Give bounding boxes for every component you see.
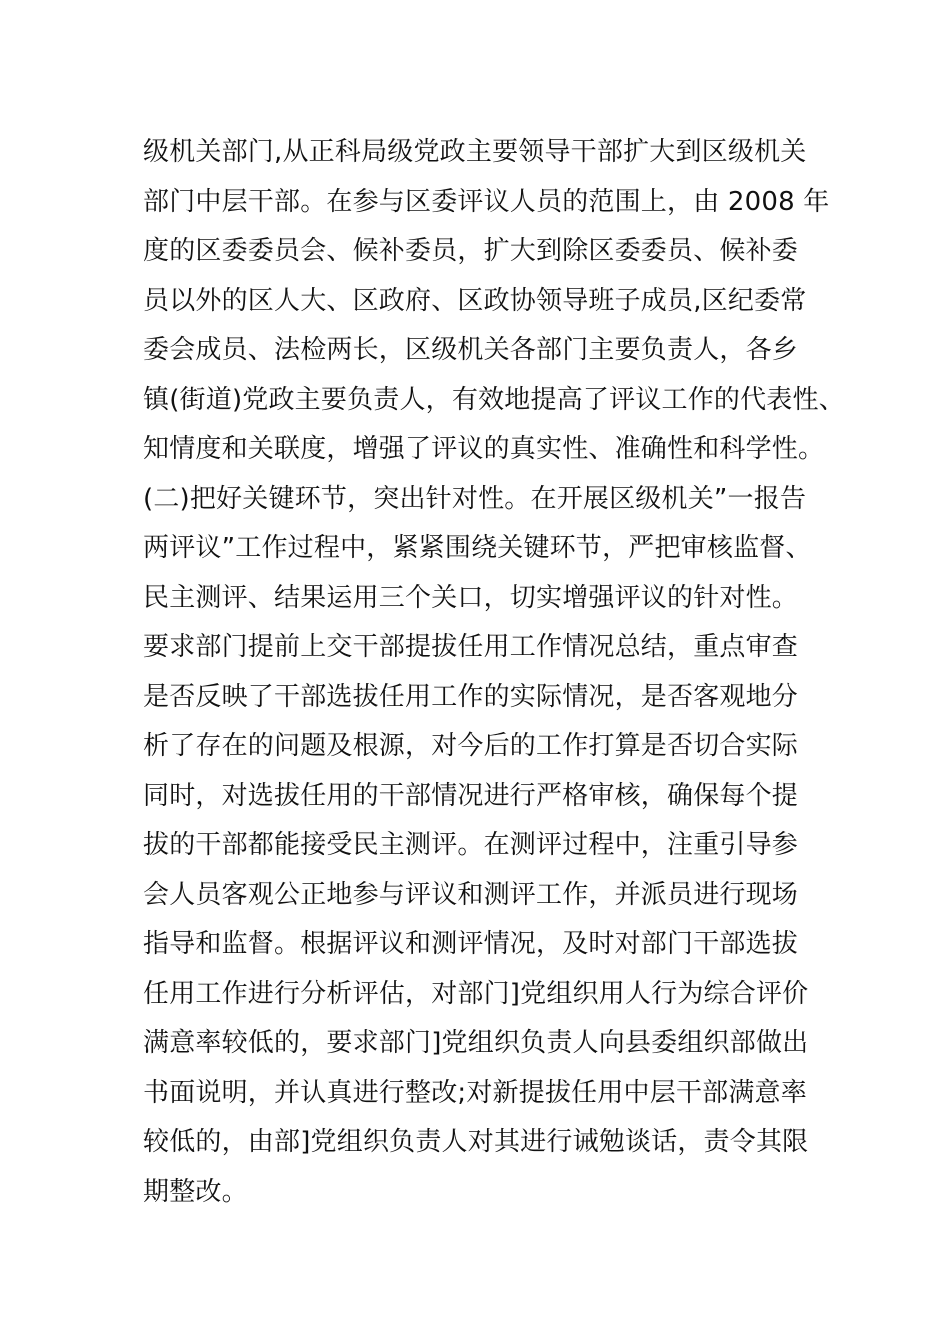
text-line: 级机关部门,从正科局级党政主要领导干部扩大到区级机关	[143, 137, 807, 167]
text-line: 要求部门提前上交干部提拔任用工作情况总结，重点审查	[143, 632, 799, 662]
text-line: 度的区委委员会、候补委员，扩大到除区委委员、候补委	[143, 236, 799, 266]
text-line: 析了存在的问题及根源，对今后的工作打算是否切合实际	[143, 731, 799, 761]
text-line: 两评议”工作过程中，紧紧围绕关键环节，严把审核监督、	[143, 533, 812, 563]
text-line: 会人员客观公正地参与评议和测评工作，并派员进行现场	[143, 879, 799, 910]
text-line: 期整改。	[143, 1176, 248, 1207]
text-line: 指导和监督。根据评议和测评情况，及时对部门干部选拔	[143, 929, 799, 959]
text-line: 民主测评、结果运用三个关口，切实增强评议的针对性。	[143, 582, 799, 613]
text-line: 任用工作进行分析评估，对部门]党组织用人行为综合评价	[143, 978, 809, 1009]
text-line: 满意率较低的，要求部门]党组织负责人向县委组织部做出	[143, 1028, 809, 1058]
text-line: 员以外的区人大、区政府、区政协领导班子成员,区纪委常	[143, 285, 807, 316]
text-line: 拔的干部都能接受民主测评。在测评过程中，注重引导参	[143, 830, 799, 860]
text-line: 委会成员、法检两长，区级机关各部门主要负责人，各乡	[143, 335, 799, 365]
text-line: 较低的，由部]党组织负责人对其进行诫勉谈话，责令其限	[143, 1127, 809, 1157]
text-line: 是否反映了干部选拔任用工作的实际情况，是否客观地分	[143, 681, 799, 712]
body-text	[143, 128, 843, 1217]
text-line: 书面说明，并认真进行整改;对新提拔任用中层干部满意率	[143, 1077, 807, 1108]
text-line: (二)把好关键环节，突出针对性。在开展区级机关”一报告	[143, 483, 807, 514]
text-line: 同时，对选拔任用的干部情况进行严格审核，确保每个提	[143, 780, 799, 811]
text-line: 镇(街道)党政主要负责人，有效地提高了评议工作的代表性、	[143, 384, 845, 415]
text-line: 部门中层干部。在参与区委评议人员的范围上，由 2008 年	[143, 186, 830, 217]
text-line: 知情度和关联度，增强了评议的真实性、准确性和科学性。	[143, 434, 825, 464]
